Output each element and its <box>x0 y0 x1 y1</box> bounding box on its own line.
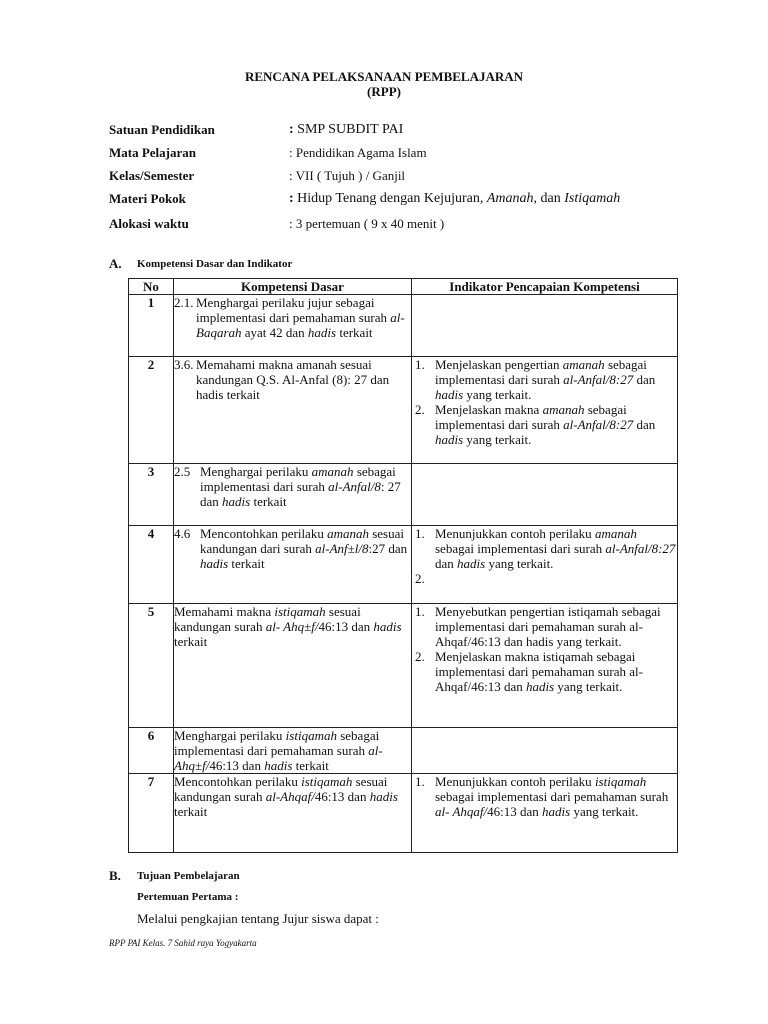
section-a-letter: A. <box>109 256 122 271</box>
kompetensi-dasar-cell: 2.5 Menghargai perilaku amanah sebagai implementasi dari surah al-Anfal/8: 27 dan hadis terkait <box>174 464 412 526</box>
header-kompetensi-dasar: Kompetensi Dasar <box>174 279 412 295</box>
table-row <box>129 464 678 526</box>
kompetensi-dasar-cell: Menghargai perilaku istiqamah sebagai implementasi dari pemahaman surah al- Ahq±f/46:13 dan hadis terkait <box>174 728 412 774</box>
identity-value: : Pendidikan Agama Islam <box>289 145 427 160</box>
indikator-cell <box>412 774 678 853</box>
header-indikator: Indikator Pencapaian Kompetensi <box>412 279 678 295</box>
meeting-intro: Melalui pengkajian tentang Jujur siswa dapat : <box>137 911 379 926</box>
row-number: 2 <box>129 357 174 464</box>
indicator-item: 1. Menjelaskan pengertian amanah sebagai implementasi dari surah al-Anfal/8:27 dan hadis yang terkait. <box>415 357 656 402</box>
indikator-cell <box>412 728 678 774</box>
indikator-cell <box>412 526 678 604</box>
identity-label: Alokasi waktu <box>109 216 189 231</box>
kompetensi-dasar-cell: Mencontohkan perilaku istiqamah sesuai kandungan surah al-Ahqaf/46:13 dan hadis terkait <box>174 774 412 853</box>
table-row <box>129 774 678 853</box>
indicator-item: 2. Menjelaskan makna amanah sebagai implementasi dari surah al-Anfal/8:27 dan hadis yang terkait. <box>415 402 656 447</box>
row-number: 5 <box>129 604 174 728</box>
row-number: 4 <box>129 526 174 604</box>
identity-label: Materi Pokok <box>109 191 186 206</box>
indikator-cell <box>412 357 678 464</box>
kompetensi-dasar-cell: 2.1. Menghargai perilaku jujur sebagai implementasi dari pemahaman surah al- Baqarah ayat 42 dan hadis terkait <box>174 295 412 357</box>
kompetensi-dasar-cell: 3.6. Memahami makna amanah sesuai kandungan Q.S. Al-Anfal (8): 27 dan hadis terkait <box>174 357 412 464</box>
document-subtitle: (RPP) <box>367 84 401 99</box>
indicator-item: 1. Menunjukkan contoh perilaku amanah sebagai implementasi dari surah al-Anfal/8:27 dan hadis yang terkait. <box>415 526 676 571</box>
row-number: 6 <box>129 728 174 774</box>
competency-table <box>128 278 678 853</box>
identity-label: Satuan Pendidikan <box>109 122 215 137</box>
indicator-item: 1. Menunjukkan contoh perilaku istiqamah sebagai implementasi dari pemahaman surah al- Ahqaf/46:13 dan hadis yang terkait. <box>415 774 669 819</box>
indikator-cell <box>412 604 678 728</box>
identity-label: Mata Pelajaran <box>109 145 197 160</box>
identity-label: Kelas/Semester <box>109 168 195 183</box>
identity-value: : VII ( Tujuh ) / Ganjil <box>289 168 406 183</box>
section-a-title: Kompetensi Dasar dan Indikator <box>137 258 293 270</box>
indicator-item: 1. Menyebutkan pengertian istiqamah sebagai implementasi dari pemahaman surah al- Ahqaf/46:13 dan hadis yang terkait. <box>415 604 661 649</box>
section-b-title: Tujuan Pembelajaran <box>137 870 240 882</box>
table-row <box>129 728 678 774</box>
table-row <box>129 604 678 728</box>
meeting-heading: Pertemuan Pertama : <box>137 891 239 903</box>
identity-value: : 3 pertemuan ( 9 x 40 menit ) <box>289 216 445 231</box>
kompetensi-dasar-cell: 4.6 Mencontohkan perilaku amanah sesuai kandungan dari surah al-Anf±l/8:27 dan hadis terkait <box>174 526 412 604</box>
document-title: RENCANA PELAKSANAAN PEMBELAJARAN <box>244 69 524 84</box>
kompetensi-dasar-cell: Memahami makna istiqamah sesuai kandungan surah al- Ahq±f/46:13 dan hadis terkait <box>174 604 412 728</box>
identity-value: : Hidup Tenang dengan Kejujuran, Amanah, dan Istiqamah <box>289 191 621 206</box>
row-number: 1 <box>129 295 174 357</box>
indikator-cell <box>412 464 678 526</box>
section-b-letter: B. <box>109 868 121 883</box>
indikator-cell <box>412 295 678 357</box>
row-number: 7 <box>129 774 174 853</box>
header-no: No <box>129 279 174 295</box>
identity-value: : SMP SUBDIT PAI <box>289 122 404 137</box>
indicator-item: 2. Menjelaskan makna istiqamah sebagai implementasi dari pemahaman surah al-Ahqaf/46:13 dan hadis yang terkait. <box>415 649 643 694</box>
table-row <box>129 526 678 604</box>
page-footer: RPP PAI Kelas. 7 Sahid raya Yogyakarta <box>109 938 257 948</box>
table-row <box>129 357 678 464</box>
indicator-item: 2. <box>415 571 425 586</box>
table-row <box>129 295 678 357</box>
row-number: 3 <box>129 464 174 526</box>
